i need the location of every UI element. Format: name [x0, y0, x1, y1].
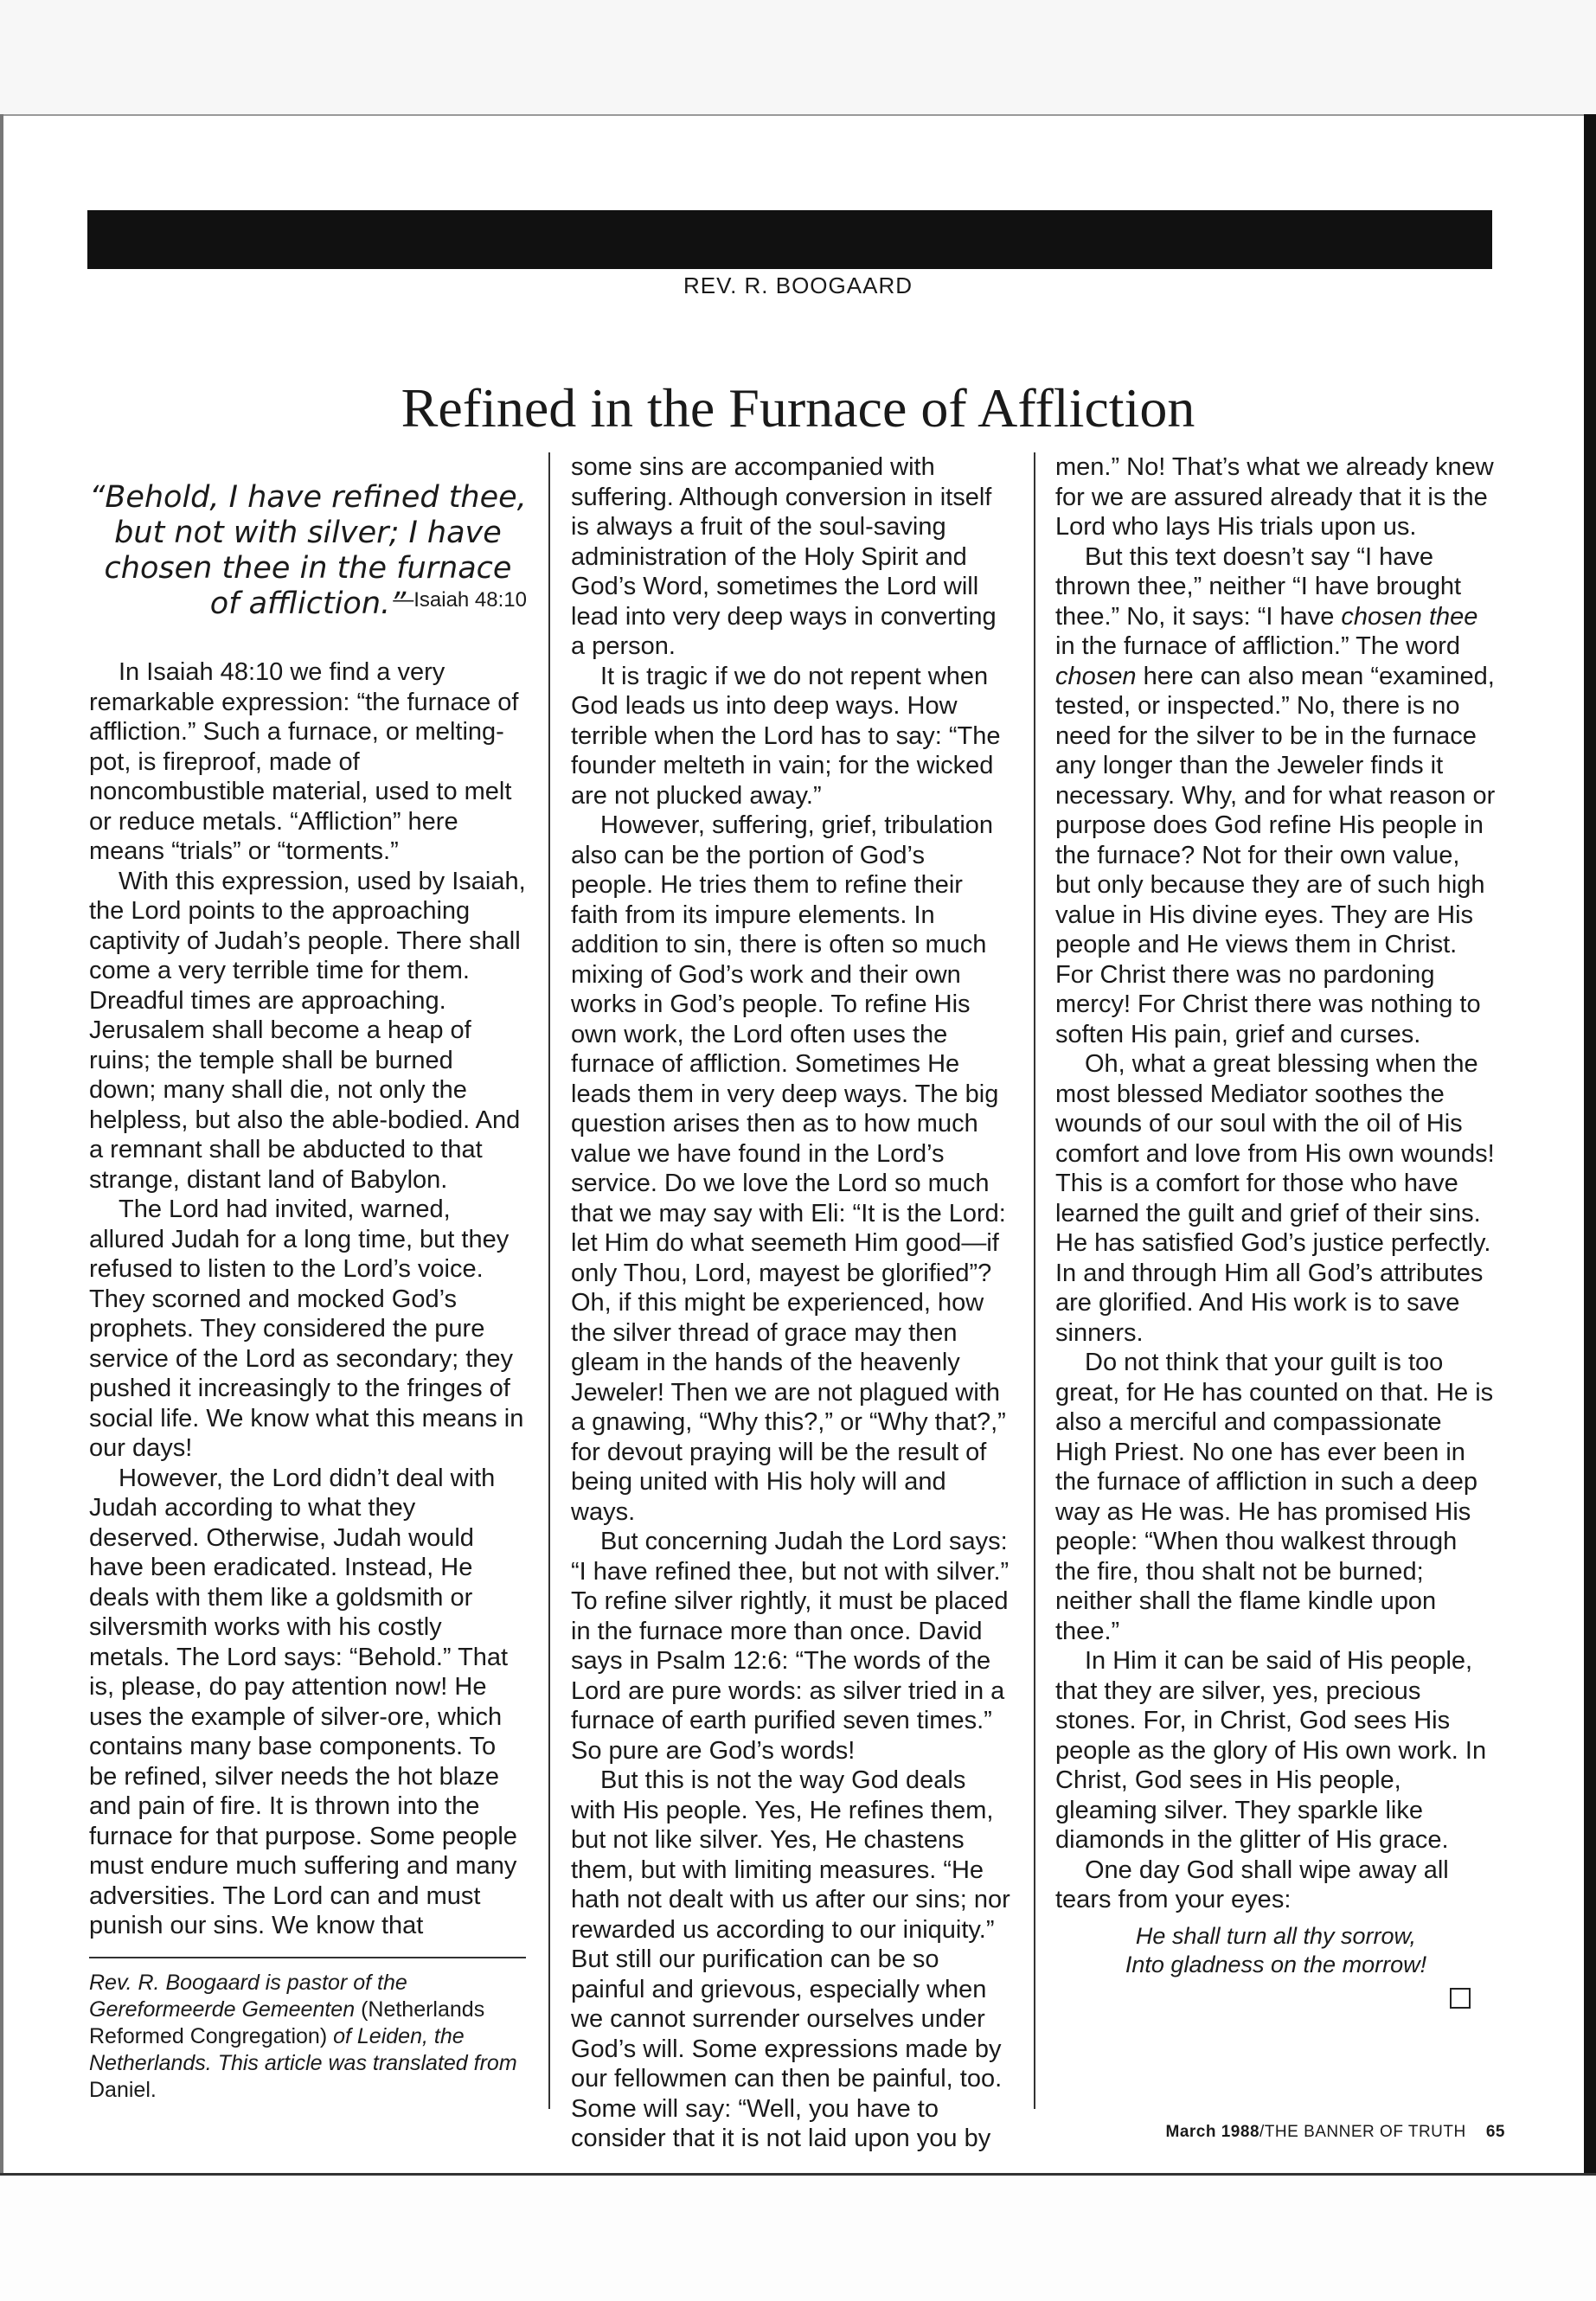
- bio-divider: [89, 1957, 526, 1958]
- paragraph: In Isaiah 48:10 we find a very remarkable expression: “the furnace of affliction.” Such a furnace, or melting-pot, is fireproof, made of noncombustible material, used to melt or reduce metals. “Affliction” here means “trials” or “torments.”: [89, 658, 519, 865]
- page-footer: [952, 2123, 1505, 2142]
- column-divider: [548, 452, 550, 2109]
- paragraph: men.” No! That’s what we already knew for we are assured already that it is the Lord who lays His trials upon us.: [1055, 453, 1494, 541]
- paragraph: Oh, what a great blessing when the most blessed Mediator soothes the wounds of our soul with the oil of His comfort and love from His own wounds! This is a comfort for those who have learned the guilt and grief of their sins. He has satisfied God’s justice perfectly. In and through Him all God’s attributes are glorified. And His work is to save sinners.: [1055, 1050, 1495, 1347]
- header-banner: [87, 210, 1492, 269]
- paragraph: In Him it can be said of His people, that they are silver, yes, precious stones. For, in Christ, God sees His people as the glory of His own work. In Christ, God sees in His people, gleaming silver. They sparkle like diamonds in the glitter of His grace.: [1055, 1647, 1487, 1854]
- article-title: Refined in the Furnace of Affliction: [401, 377, 1195, 439]
- bio-text: of Leiden, the Netherlands. This article was translated from: [89, 2024, 517, 2075]
- scan-top-margin: [0, 0, 1596, 116]
- paragraph: However, the Lord didn’t deal with Judah according to what they deserved. Otherwise, Judah would have been eradicated. Instead, He deals with them like a goldsmith or silversmith works with his costly metals. The Lord says: “Behold.” That is, please, do pay attention now! He uses the example of silver-ore, which contains many base components. To be refined, silver needs the hot blaze and pain of fire. It is thrown into the furnace for that purpose. Some people must endure much suffering and many adversities. The Lord can and must punish our sins. We know that: [89, 1464, 517, 1939]
- paragraph: The Lord had invited, warned, allured Judah for a long time, but they refused to listen to the Lord’s voice. They scorned and mocked God’s prophets. They considered the pure service of the Lord as secondary; they pushed it increasingly to the fringes of social life. We know what this means in our days!: [89, 1195, 524, 1462]
- bio-text: Rev. R. Boogaard is pastor of the Gereformeerde Gemeenten: [89, 1971, 407, 2022]
- poem-line: He shall turn all thy sorrow,: [1135, 1922, 1417, 1949]
- column-divider: [1034, 452, 1035, 2109]
- text-run: in the furnace of affliction.” The word: [1055, 632, 1461, 660]
- emphasis: chosen thee: [1341, 602, 1478, 631]
- author-bio: [89, 1970, 527, 2104]
- bio-translator: Daniel.: [89, 2078, 157, 2102]
- epigraph-quote: “Behold, I have refined thee, but not with silver; I have chosen thee in the furnace of affliction.”: [89, 480, 527, 621]
- paragraph: But this is not the way God deals with His people. Yes, He refines them, but not like silver. Yes, He chastens them, but with limiting measures. “He hath not dealt with us after our sins; nor rewarded us according to our iniquity.” But still our purification can be so painful and grievous, especially when we cannot surrender ourselves under God’s will. Some expressions made by our fellowmen can then be painful, too. Some will say: “Well, you have to consider that it is not laid upon you by: [571, 1766, 1010, 2152]
- footer-date: March 1988: [1165, 2123, 1260, 2141]
- text-run: But this text doesn’t say “I have thrown thee,” neither “I have brought thee.” No, it says: “I have: [1055, 542, 1462, 631]
- emphasis: chosen: [1055, 662, 1137, 690]
- page-number: 65: [1485, 2123, 1505, 2141]
- paragraph: One day God shall wipe away all tears from your eyes:: [1055, 1856, 1449, 1913]
- paragraph: Do not think that your guilt is too great, for He has counted on that. He is also a merciful and compassionate High Priest. No one has ever been in the furnace of affliction in such a deep way as He was. He has promised His people: “When thou walkest through the fire, thou shalt not be burned; neither shall the flame kindle upon thee.”: [1055, 1349, 1494, 1645]
- column-2: [571, 452, 1012, 2154]
- end-of-article-icon: [1450, 1988, 1471, 2009]
- text-run: here can also mean “examined, tested, or inspected.” No, there is no need for the silver to be in the furnace any longer than the Jeweler finds it necessary. Why, and for what reason or purpose does God refine His people in the furnace? Not for their own value, but only because they are of such high value in His divine eyes. They are His people and He views them in Christ. For Christ there was no pardoning mercy! For Christ there was nothing to soften His pain, grief and curses.: [1055, 662, 1496, 1048]
- paragraph: [1055, 542, 1497, 1050]
- poem-line: Into gladness on the morrow!: [1125, 1951, 1427, 1977]
- paragraph: But concerning Judah the Lord says: “I have refined thee, but not with silver.” To refine silver rightly, it must be placed in the furnace more than once. David says in Psalm 12:6: “The words of the Lord are pure words: as silver tried in a furnace of earth purified seven times.” So pure are God’s words!: [571, 1528, 1010, 1765]
- column-3: [1055, 452, 1497, 2016]
- footer-publication: /THE BANNER OF TRUTH: [1259, 2123, 1466, 2141]
- bio-org: (Netherlands Reformed Congregation): [89, 1997, 485, 2048]
- end-mark-row: [1055, 1986, 1497, 2016]
- epigraph-reference: —Isaiah 48:10: [393, 588, 527, 612]
- paragraph: However, suffering, grief, tribulation also can be the portion of God’s people. He tries them to refine their faith from its impure elements. In addition to sin, there is often so much mixing of God’s work and their own works in God’s people. To refine His own work, the Lord often uses the furnace of affliction. Sometimes He leads them in very deep ways. The big question arises then as to how much value we have found in the Lord’s service. Do we love the Lord so much that we may say with Eli: “It is the Lord: let Him do what seemeth Him good—if only Thou, Lord, mayest be glorified”? Oh, if this might be experienced, how the silver thread of grace may then gleam in the hands of the heavenly Jeweler! Then we are not plagued with a gnawing, “Why this?,” or “Why that?,” for devout praying will be the result of being united with His holy will and ways.: [571, 811, 1006, 1526]
- column-1: [89, 657, 527, 1941]
- paragraph: It is tragic if we do not repent when God leads us into deep ways. How terrible when the Lord has to say: “The founder melteth in vain; for the wicked are not plucked away.”: [571, 662, 1001, 810]
- author-byline: REV. R. BOOGAARD: [683, 272, 913, 298]
- paragraph: With this expression, used by Isaiah, the Lord points to the approaching captivity of Judah’s people. There shall come a very terrible time for them. Dreadful times are approaching. Jerusalem shall become a heap of ruins; the temple shall be burned down; many shall die, not only the helpless, but also the able-bodied. And a remnant shall be abducted to that strange, distant land of Babylon.: [89, 867, 526, 1194]
- poem: [1055, 1922, 1497, 1979]
- scan-bottom-margin: [0, 2176, 1596, 2301]
- paragraph: some sins are accompanied with suffering. Although conversion in itself is always a fruit of the soul-saving administration of the Holy Spirit and God’s Word, sometimes the Lord will lead into very deep ways in converting a person.: [571, 453, 997, 660]
